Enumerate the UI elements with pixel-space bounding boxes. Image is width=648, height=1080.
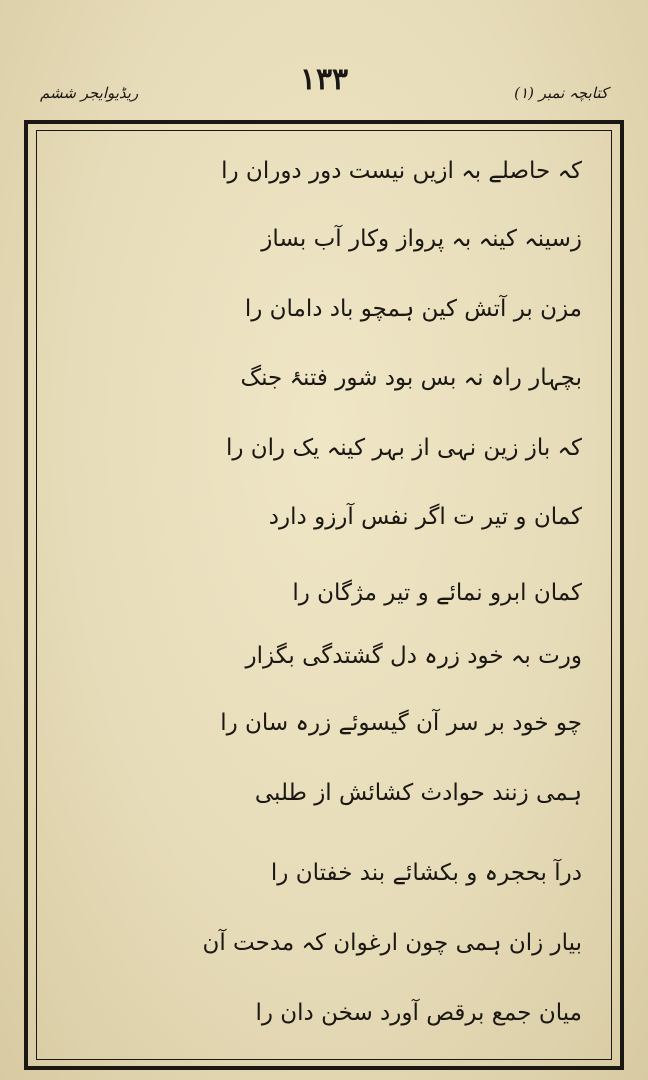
- verse-line-6: کمان و تیر ت اگر نفس آرزو دارد: [268, 504, 582, 530]
- verse-line-7: کمان ابرو نمائے و تیر مژگان را: [292, 580, 582, 606]
- header-left-label: ریڈیوایجر ششم: [40, 84, 139, 102]
- verse-line-5: کہ باز زین نہی از بہر کینہ یک ران را: [225, 435, 582, 461]
- verse-line-1: کہ حاصلے بہ ازیں نیست دور دوران را: [221, 158, 582, 184]
- page-number: ۱۳۳: [299, 62, 349, 97]
- verse-line-11: درآ بحجرہ و بکشائے بند خفتان را: [270, 860, 582, 886]
- header-right-label: کتابچہ نمبر (۱): [514, 84, 608, 102]
- verse-line-10: ہمی زنند حوادث کشائش از طلبی: [254, 780, 582, 806]
- verse-line-13: میان جمع برقص آورد سخن دان را: [255, 1000, 582, 1026]
- verse-line-2: زسینہ کینہ بہ پرواز وکار آب بساز: [261, 226, 582, 252]
- verse-line-8: ورت بہ خود زرہ دل گشتدگی بگزار: [245, 643, 582, 669]
- verse-line-4: بچہار راہ نہ بس بود شور فتنۂ جنگ: [240, 365, 582, 391]
- verse-line-12: بیار زان ہمی چون ارغوان کہ مدحت آن: [202, 930, 582, 956]
- verse-line-3: مزن بر آتش کین ہمچو باد دامان را: [244, 296, 582, 322]
- verse-line-9: چو خود بر سر آن گیسوئے زرہ سان را: [220, 710, 582, 736]
